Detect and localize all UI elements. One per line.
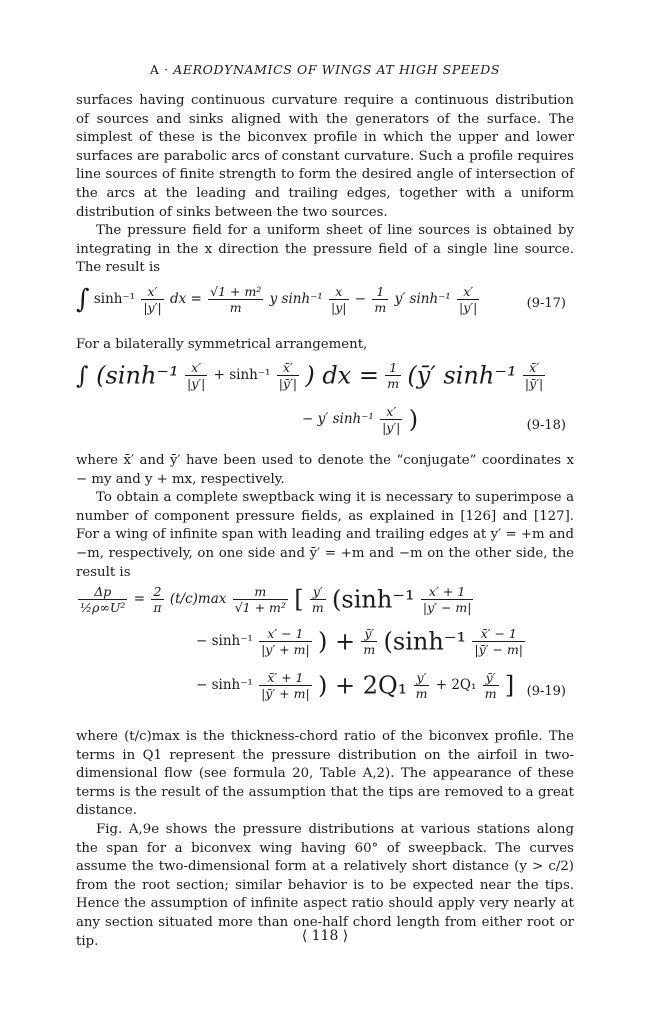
eq-term: dx = bbox=[169, 291, 202, 307]
eq-fraction: $\frac{y'}{m}$ bbox=[415, 670, 428, 701]
eq-fraction: $\frac{\text{√1 + m²}}{m}$ bbox=[210, 284, 262, 315]
equation-number: (9-18) bbox=[526, 418, 566, 433]
eq-fraction: $\frac{2}{\pi}$ bbox=[153, 584, 162, 615]
eq-fraction: $\frac{1}{m}$ bbox=[374, 284, 387, 315]
eq-fraction: $\frac{1}{m}$ bbox=[387, 360, 400, 391]
eq-fraction: $\frac{x̄'}{|ȳ'|}$ bbox=[524, 360, 544, 391]
eq-term: ) bbox=[408, 405, 419, 434]
text-block-4 bbox=[76, 728, 574, 951]
eq-term: − y′ sinh⁻¹ bbox=[302, 411, 374, 427]
eq-fraction: $\frac{ȳ'}{m}$ bbox=[363, 626, 376, 657]
eq-fraction: $\frac{x̄' + 1}{|ȳ' + m|}$ bbox=[261, 670, 310, 701]
paragraph-1: surfaces having continuous curvature require a continuous distribution of sources and sinks aligned with the generators of the surface. The simplest of these is the biconvex profile in which the upper and lower surfaces are parabolic arcs of constant curvature. Such a profile requires line sources of finite strength to form the desired angle of intersection of the arcs at the leading and trailing edges, together with a uniform distribution of sinks between the two sources. bbox=[76, 93, 574, 220]
eq-term: + 2Q₁ bbox=[435, 677, 477, 693]
paragraph-3: For a bilaterally symmetrical arrangement, bbox=[76, 337, 368, 352]
eq-term: − bbox=[354, 291, 367, 307]
eq-term: = bbox=[133, 591, 146, 607]
eq-term: − sinh⁻¹ bbox=[196, 633, 253, 649]
eq-term: − sinh⁻¹ bbox=[196, 677, 253, 693]
text-block-2 bbox=[76, 336, 574, 355]
paragraph-2: The pressure field for a uniform sheet of line sources is obtained by integrating in the x direction the pressure field of a single line source. The result is bbox=[76, 223, 574, 276]
eq-term: (t/c)max bbox=[169, 591, 227, 607]
equation-9-19 bbox=[76, 584, 574, 716]
eq-fraction: $\frac{x'}{|y'|}$ bbox=[143, 284, 162, 315]
eq-term: + sinh⁻¹ bbox=[213, 367, 271, 383]
eq-term: ) + bbox=[317, 627, 356, 656]
eq-fraction: $\frac{\Delta p}{\text{½ρ∞U²}}$ bbox=[80, 584, 126, 615]
header-title: AERODYNAMICS OF WINGS AT HIGH SPEEDS bbox=[173, 62, 501, 77]
eq-fraction: $\frac{m}{\text{√1 + m²}}$ bbox=[234, 584, 286, 615]
eq-fraction: $\frac{x̄' - 1}{|ȳ' - m|}$ bbox=[474, 626, 524, 657]
eq-fraction: $\frac{x' - 1}{|y' + m|}$ bbox=[261, 626, 310, 657]
eq-fraction: $\frac{x'}{|y'|}$ bbox=[459, 284, 478, 315]
paragraph-7: Fig. A,9e shows the pressure distributions at various stations along the span for a biconvex wing having 60° of sweepback. The curves assume the two-dimensional form at a relatively short distance (y > c/2) from the root section; similar behavior is to be expected near the tips. Hence the assumption of infinite aspect ratio should apply very nearly at any section situated more than one-half chord length from either root or tip. bbox=[76, 821, 574, 949]
header-separator: · bbox=[164, 62, 169, 77]
eq-term: ] bbox=[504, 671, 515, 700]
text-block-3 bbox=[76, 452, 574, 582]
paragraph-4: where x̄′ and ȳ′ have been used to denote the “conjugate” coordinates x − my and y + mx, respectively. bbox=[76, 453, 574, 487]
eq-term: (sinh⁻¹ bbox=[383, 627, 467, 656]
eq-fraction: $\frac{ȳ'}{m}$ bbox=[484, 670, 497, 701]
eq-term: ∫ (sinh⁻¹ bbox=[76, 361, 179, 390]
header-label: A bbox=[149, 62, 160, 77]
equation-9-17 bbox=[76, 284, 574, 330]
eq-term: (sinh⁻¹ bbox=[332, 585, 415, 614]
paragraph-6: where (t/c)max is the thickness-chord ratio of the biconvex profile. The terms in Q1 represent the pressure distribution on the airfoil in two-dimensional flow (see formula 20, Table A,2). The appearance of these terms is the result of the assumption that the tips are removed to a great distance. bbox=[76, 729, 574, 819]
eq-term: [ bbox=[294, 585, 304, 614]
eq-fraction: $\frac{x' + 1}{|y' - m|}$ bbox=[422, 584, 472, 615]
eq-fraction: $\frac{x'}{|y'|}$ bbox=[187, 360, 206, 391]
eq-term: (ȳ′ sinh⁻¹ bbox=[407, 361, 517, 390]
equation-number: (9-19) bbox=[526, 684, 566, 699]
equation-number: (9-17) bbox=[526, 296, 566, 311]
text-block-1 bbox=[76, 92, 574, 278]
integral-sign: ∫ bbox=[76, 284, 90, 315]
eq-fraction: $\frac{x̄'}{|ȳ'|}$ bbox=[278, 360, 298, 391]
eq-term: y′ sinh⁻¹ bbox=[394, 291, 451, 307]
page-number: ⟨ 118 ⟩ bbox=[301, 928, 349, 944]
eq-fraction: $\frac{x}{|y|}$ bbox=[331, 284, 347, 315]
eq-term: ) + 2Q₁ bbox=[317, 671, 408, 700]
eq-fraction: $\frac{x'}{|y'|}$ bbox=[382, 404, 401, 435]
eq-term: sinh⁻¹ bbox=[93, 291, 136, 307]
running-header bbox=[0, 62, 650, 77]
eq-term: y sinh⁻¹ bbox=[269, 291, 323, 307]
equation-9-18 bbox=[76, 360, 574, 448]
paragraph-5: To obtain a complete sweptback wing it is necessary to superimpose a number of component pressure fields, as explained in [126] and [127]. For a wing of infinite span with leading and trailing edges at y′ = +m and −m, respectively, on one side and ȳ′ = +m and −m on the other side, the result is bbox=[76, 490, 574, 580]
eq-term: ) dx = bbox=[305, 361, 379, 390]
eq-fraction: $\frac{y'}{m}$ bbox=[311, 584, 324, 615]
